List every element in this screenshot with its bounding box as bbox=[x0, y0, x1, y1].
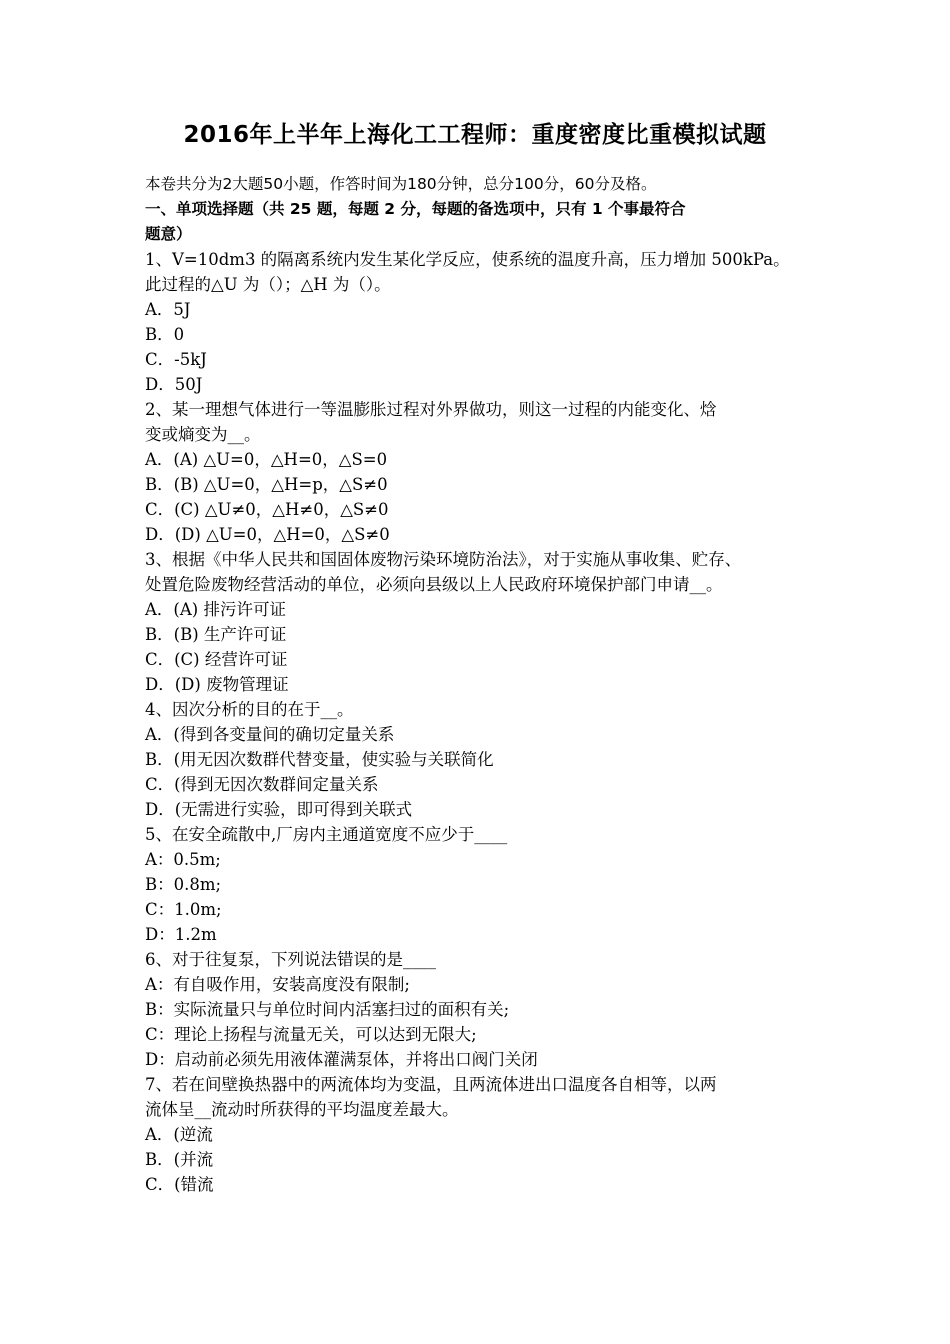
question-6-option-d: D：启动前必须先用液体灌满泵体，并将出口阀门关闭 bbox=[145, 1050, 538, 1069]
question-2-option-c: C．(C) △U≠0，△H≠0，△S≠0 bbox=[145, 500, 389, 519]
question-1-option-a: A．5J bbox=[145, 300, 191, 319]
question-4-stem: 4、因次分析的目的在于__。 bbox=[145, 700, 354, 719]
question-5-option-a: A：0.5m; bbox=[145, 850, 221, 869]
question-6-stem: 6、对于往复泵，下列说法错误的是____ bbox=[145, 950, 436, 969]
question-3-option-a: A．(A) 排污许可证 bbox=[145, 600, 286, 619]
question-7-option-a: A．(逆流 bbox=[145, 1125, 213, 1144]
question-2-stem-line-2: 变或熵变为__。 bbox=[145, 425, 261, 444]
question-3-stem-line-2: 处置危险废物经营活动的单位，必须向县级以上人民政府环境保护部门申请__。 bbox=[145, 575, 723, 594]
question-2-stem-line-1: 2、某一理想气体进行一等温膨胀过程对外界做功，则这一过程的内能变化、焓 bbox=[145, 400, 717, 419]
question-1-option-c: C．-5kJ bbox=[145, 350, 207, 369]
question-7-option-b: B．(并流 bbox=[145, 1150, 214, 1169]
question-5-option-d: D：1.2m bbox=[145, 925, 217, 944]
document-body bbox=[145, 172, 815, 1197]
question-4-option-b: B．(用无因次数群代替变量，使实验与关联简化 bbox=[145, 750, 494, 769]
question-2-option-d: D．(D) △U=0，△H=0，△S≠0 bbox=[145, 525, 390, 544]
question-2-option-a: A．(A) △U=0，△H=0，△S=0 bbox=[145, 450, 388, 469]
question-3-option-c: C．(C) 经营许可证 bbox=[145, 650, 288, 669]
question-1-stem-line-2: 此过程的△U 为（）；△H 为（）。 bbox=[145, 275, 391, 294]
question-3-option-d: D．(D) 废物管理证 bbox=[145, 675, 289, 694]
question-6-option-a: A：有自吸作用，安装高度没有限制; bbox=[145, 975, 410, 994]
question-5-option-b: B：0.8m; bbox=[145, 875, 222, 894]
question-2-option-b: B．(B) △U=0，△H=p，△S≠0 bbox=[145, 475, 388, 494]
question-7-stem-line-1: 7、若在间壁换热器中的两流体均为变温，且两流体进出口温度各自相等，以两 bbox=[145, 1075, 717, 1094]
question-4-option-a: A．(得到各变量间的确切定量关系 bbox=[145, 725, 395, 744]
question-6-option-c: C：理论上扬程与流量无关，可以达到无限大; bbox=[145, 1025, 477, 1044]
question-4-option-d: D．(无需进行实验，即可得到关联式 bbox=[145, 800, 413, 819]
document-title: 2016年上半年上海化工工程师：重度密度比重模拟试题 bbox=[183, 122, 767, 148]
section-heading-line-2: 题意） bbox=[145, 225, 192, 243]
question-1-option-d: D．50J bbox=[145, 375, 203, 394]
question-1-stem-line-1: 1、V=10dm3 的隔离系统内发生某化学反应，使系统的温度升高，压力增加 500kPa。 bbox=[145, 250, 790, 269]
section-heading-line-1: 一、单项选择题（共 25 题，每题 2 分，每题的备选项中，只有 1 个事最符合 bbox=[145, 200, 686, 218]
question-3-option-b: B．(B) 生产许可证 bbox=[145, 625, 287, 644]
question-5-stem: 5、在安全疏散中,厂房内主通道宽度不应少于____ bbox=[145, 825, 508, 844]
question-5-option-c: C：1.0m; bbox=[145, 900, 222, 919]
question-3-stem-line-1: 3、根据《中华人民共和国固体废物污染环境防治法》，对于实施从事收集、贮存、 bbox=[145, 550, 742, 569]
question-4-option-c: C．(得到无因次数群间定量关系 bbox=[145, 775, 379, 794]
question-7-option-c: C．(错流 bbox=[145, 1175, 214, 1194]
exam-intro: 本卷共分为2大题50小题，作答时间为180分钟，总分100分，60分及格。 bbox=[145, 175, 657, 193]
question-1-option-b: B．0 bbox=[145, 325, 185, 344]
question-6-option-b: B：实际流量只与单位时间内活塞扫过的面积有关; bbox=[145, 1000, 510, 1019]
question-7-stem-line-2: 流体呈__流动时所获得的平均温度差最大。 bbox=[145, 1100, 459, 1119]
